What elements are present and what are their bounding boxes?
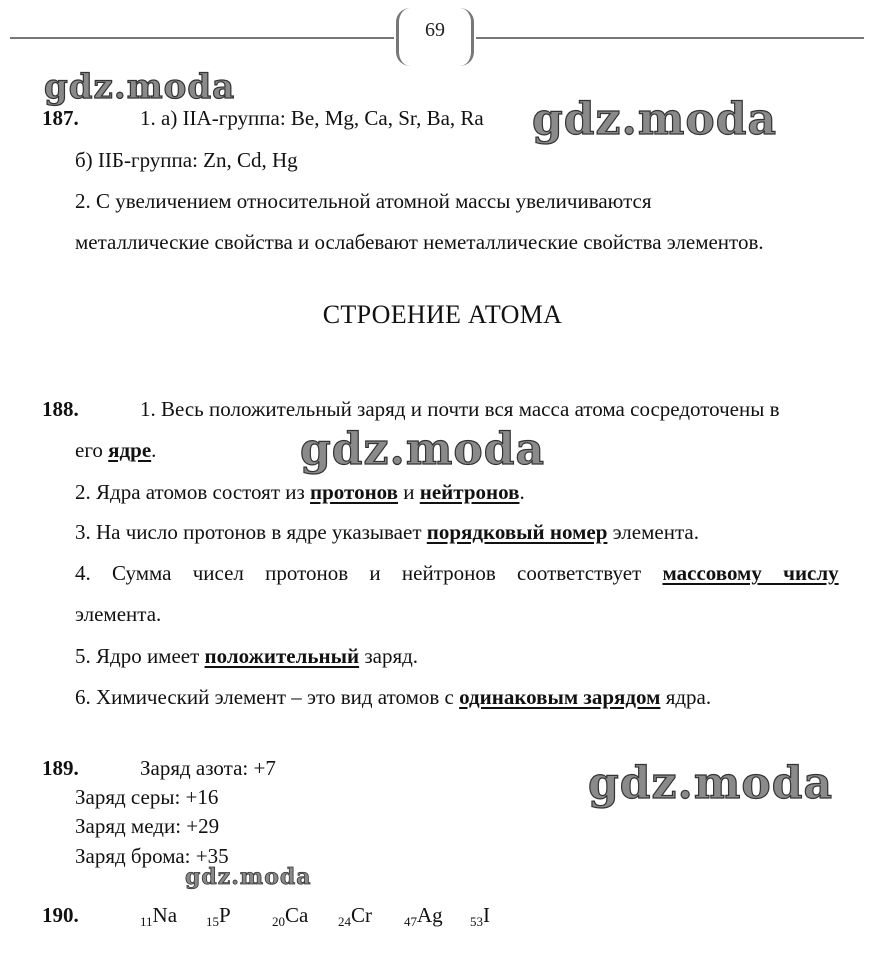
q188-line-5 [75, 560, 839, 586]
symbol: I [483, 903, 490, 927]
exercise-number-187: 187. [42, 106, 79, 130]
text: . [519, 480, 525, 504]
atomic-number: 15 [206, 914, 219, 929]
answer-highlight: протонов [310, 480, 398, 504]
watermark-logo: gdz.moda [588, 758, 834, 809]
element-symbol [140, 902, 177, 935]
q187-line-1: 1. а) IIA-группа: Be, Mg, Ca, Sr, Ba, Ra [140, 106, 484, 130]
exercise-number-189: 189. [42, 756, 79, 780]
answer-highlight: положительный [204, 644, 360, 668]
answer-highlight: массовому числу [662, 561, 839, 585]
watermark-logo: gdz.moda [185, 864, 312, 890]
text: элемента. [607, 520, 699, 544]
element-symbol [338, 902, 372, 935]
text: его [75, 438, 109, 462]
answer-highlight: одинаковым зарядом [459, 685, 661, 709]
atomic-number: 11 [140, 914, 153, 929]
text: 3. На число протонов в ядре указывает [75, 520, 427, 544]
symbol: P [219, 903, 231, 927]
answer-highlight: порядковый номер [426, 520, 608, 544]
page-number: 69 [425, 19, 445, 41]
atomic-number: 24 [338, 914, 351, 929]
exercise-number-190: 190. [42, 903, 79, 927]
header-rule-right [476, 37, 864, 39]
symbol: Cr [351, 903, 372, 927]
text: 6. Химический элемент – это вид атомов с [75, 685, 460, 709]
symbol: Ag [417, 903, 443, 927]
section-heading: СТРОЕНИЕ АТОМА [322, 300, 563, 329]
q187-line-2: б) IIБ-группа: Zn, Cd, Hg [75, 148, 298, 172]
watermark-logo: gdz.moda [532, 94, 778, 145]
text: ядра. [660, 685, 712, 709]
symbol: Na [152, 903, 178, 927]
element-symbol [206, 902, 231, 935]
text: заряд. [359, 644, 419, 668]
q188-line-8 [75, 684, 711, 710]
q188-line-6: элемента. [75, 602, 162, 626]
atomic-number: 20 [272, 914, 285, 929]
q189-line-1: Заряд азота: +7 [140, 756, 276, 780]
text: и [398, 480, 420, 504]
text: 4. Сумма чисел протонов и нейтронов соответствует [75, 561, 663, 585]
text: . [151, 438, 157, 462]
text: 2. Ядра атомов состоят из [75, 480, 311, 504]
answer-highlight: нейтронов [419, 480, 520, 504]
q187-line-4: металлические свойства и ослабевают неметаллические свойства элементов. [75, 230, 764, 254]
exercise-number-188: 188. [42, 397, 79, 421]
q188-line-3 [75, 479, 525, 505]
q188-line-1: 1. Весь положительный заряд и почти вся масса атома сосредоточены в [140, 397, 780, 421]
q188-line-7 [75, 643, 418, 669]
q187-line-3: 2. С увеличением относительной атомной массы увеличиваются [75, 189, 652, 213]
q188-line-2 [75, 437, 156, 463]
q188-line-4 [75, 519, 699, 545]
watermark-logo: gdz.moda [300, 424, 546, 475]
q189-line-4: Заряд брома: +35 [75, 844, 229, 868]
q189-line-3: Заряд меди: +29 [75, 814, 220, 838]
text: 5. Ядро имеет [75, 644, 205, 668]
element-symbol [272, 902, 308, 935]
q189-line-2: Заряд серы: +16 [75, 785, 219, 809]
header-rule-left [10, 37, 394, 39]
atomic-number: 53 [470, 914, 483, 929]
element-symbol [404, 902, 443, 935]
watermark-logo: gdz.moda [44, 67, 236, 107]
answer-highlight: ядре [108, 438, 152, 462]
element-symbol [470, 902, 490, 935]
atomic-number: 47 [404, 914, 417, 929]
symbol: Ca [285, 903, 309, 927]
